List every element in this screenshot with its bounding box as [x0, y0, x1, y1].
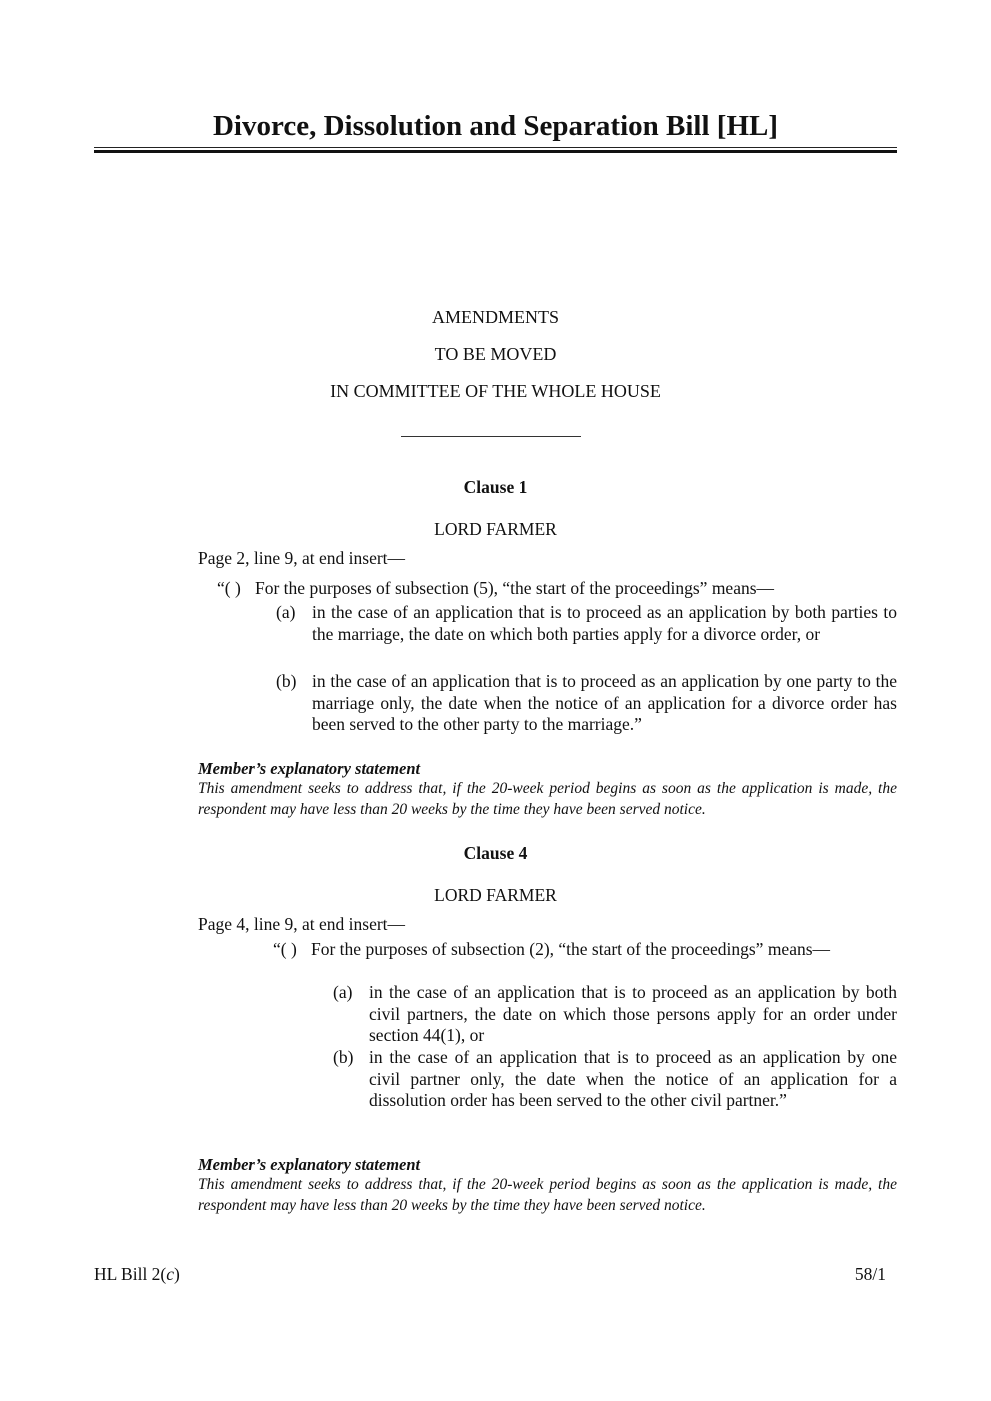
explanatory-statement-text: This amendment seeks to address that, if the 20-week period begins as soon as the application is made, the respondent may have less than 20 weeks by the time they have been served notice. [198, 780, 897, 818]
title-rule-thin [94, 147, 897, 148]
paragraph-marker: (b) [333, 1047, 354, 1067]
paragraph-text: in the case of an application that is to proceed as an application by both parties to the marriage, the date on which both parties apply for a divorce order, or [312, 602, 897, 644]
inserted-subsection [273, 939, 897, 961]
paragraph-b [276, 671, 897, 736]
subsection-marker: “( ) [273, 939, 297, 959]
section-divider [401, 436, 581, 437]
amendment-instruction: Page 2, line 9, at end insert— [198, 548, 406, 568]
paragraph-marker: (b) [276, 671, 297, 691]
inserted-subsection [217, 578, 897, 600]
bill-reference: HL Bill 2(c) [94, 1264, 180, 1284]
explanatory-statement-heading: Member’s explanatory statement [198, 1155, 421, 1174]
explanatory-statement-text: This amendment seeks to address that, if the 20-week period begins as soon as the application is made, the respondent may have less than 20 weeks by the time they have been served notice. [198, 1176, 897, 1214]
paragraph-text: in the case of an application that is to proceed as an application by both civil partners, the date on which those persons apply for an order under section 44(1), or [369, 982, 897, 1045]
subsection-text: For the purposes of subsection (2), “the start of the proceedings” means— [311, 939, 831, 959]
clause-heading: Clause 4 [463, 843, 528, 863]
intro-line-committee: IN COMMITTEE OF THE WHOLE HOUSE [330, 381, 661, 401]
intro-line-amendments: AMENDMENTS [431, 307, 559, 327]
subsection-text: For the purposes of subsection (5), “the start of the proceedings” means— [255, 578, 775, 598]
paragraph-a [276, 602, 897, 645]
paragraph-text: in the case of an application that is to proceed as an application by one party to the marriage only, the date when the notice of an application for a divorce order has been served to the other party to the marriage.” [312, 671, 897, 734]
paragraph-marker: (a) [276, 602, 296, 622]
paragraph-marker: (a) [333, 982, 353, 1002]
clause-heading: Clause 1 [463, 477, 528, 497]
paragraph-b [333, 1047, 897, 1112]
title-rule-thick [94, 150, 897, 153]
member-name: LORD FARMER [434, 519, 557, 539]
document-title: Divorce, Dissolution and Separation Bill [HL] [212, 110, 779, 142]
member-name: LORD FARMER [434, 885, 557, 905]
subsection-marker: “( ) [217, 578, 241, 598]
amendment-instruction: Page 4, line 9, at end insert— [198, 914, 406, 934]
explanatory-statement-heading: Member’s explanatory statement [198, 759, 421, 778]
page-reference: 58/1 [854, 1264, 886, 1284]
paragraph-a [333, 982, 897, 1047]
intro-line-to-be-moved: TO BE MOVED [434, 344, 557, 364]
paragraph-text: in the case of an application that is to proceed as an application by one civil partner only, the date when the notice of an application for a dissolution order has been served to the other civil partner.” [369, 1047, 897, 1110]
